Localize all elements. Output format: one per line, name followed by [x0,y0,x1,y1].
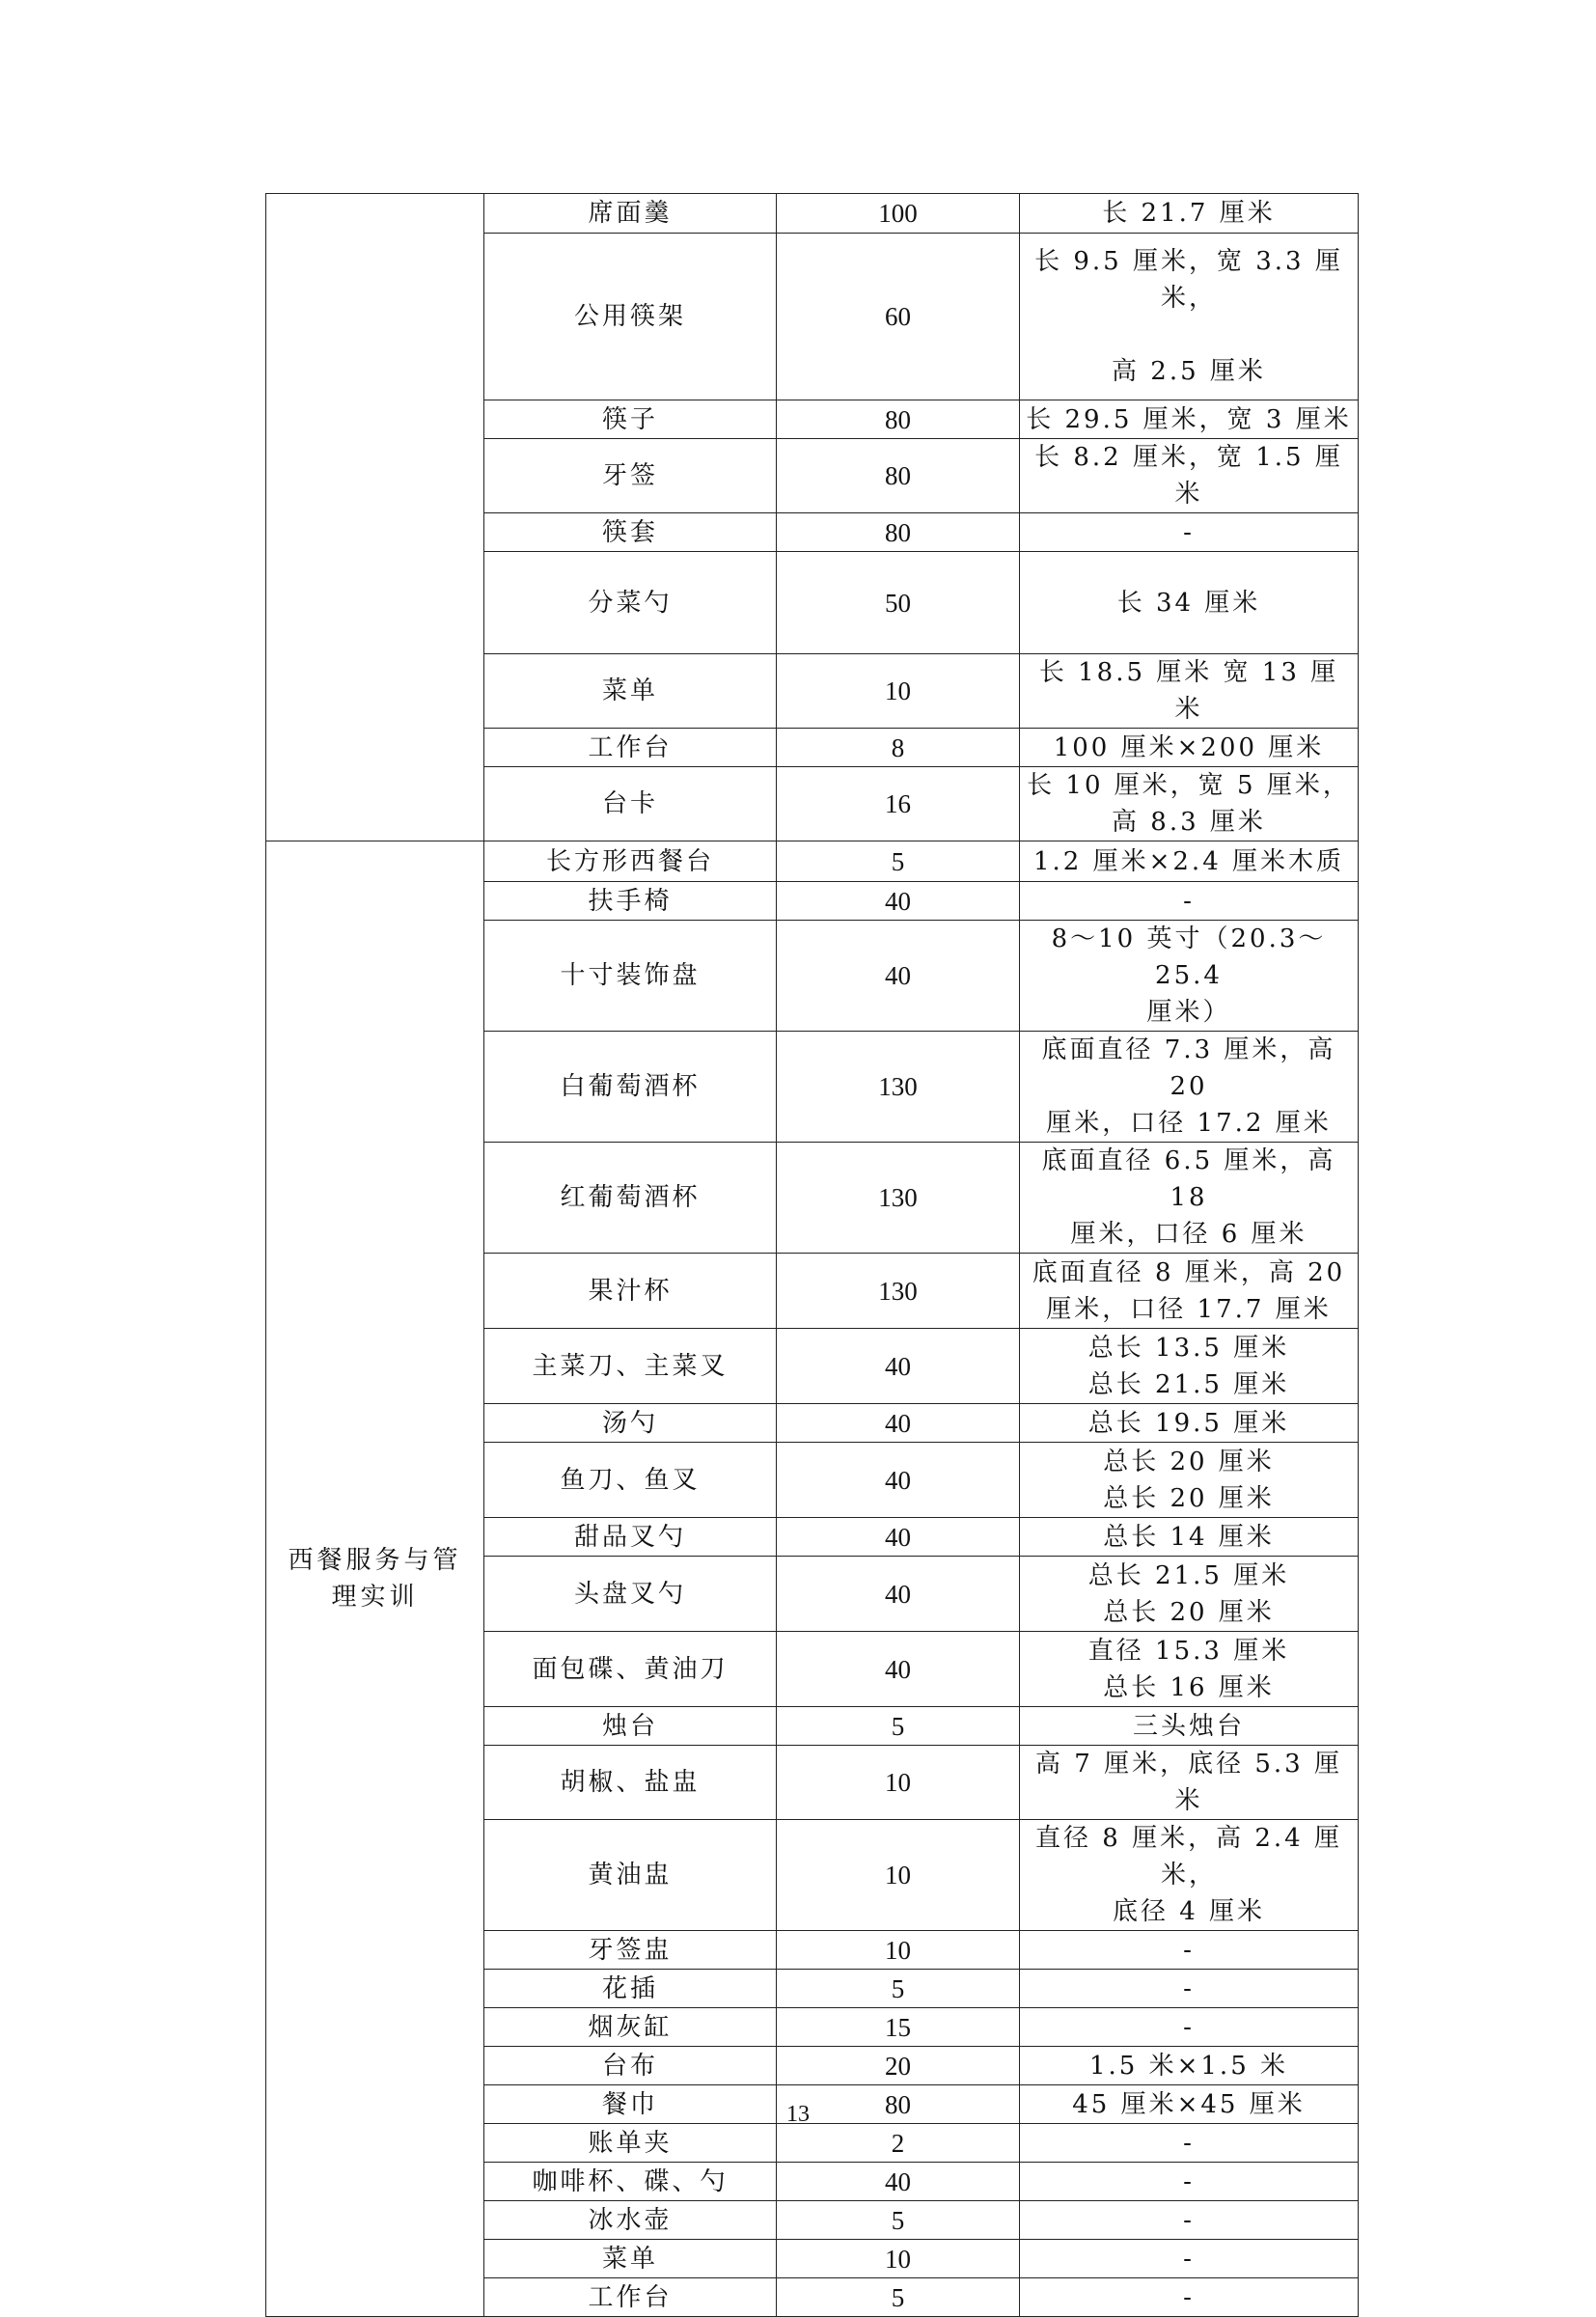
quantity-cell: 40 [777,882,1020,921]
item-name-cell: 分菜勺 [484,552,777,654]
specification-cell: 总长 21.5 厘米 总长 20 厘米 [1020,1557,1359,1632]
specification-cell: - [1020,1931,1359,1970]
quantity-cell: 10 [777,654,1020,729]
equipment-table [265,193,1359,2317]
item-name-cell: 面包碟、黄油刀 [484,1632,777,1707]
equipment-table-body [266,194,1359,2317]
item-name-cell: 筷子 [484,400,777,439]
specification-cell: - [1020,882,1359,921]
specification-cell: 长 18.5 厘米 宽 13 厘米 [1020,654,1359,729]
quantity-cell: 40 [777,1632,1020,1707]
page-number: 13 [786,2102,810,2127]
specification-cell: 总长 20 厘米 总长 20 厘米 [1020,1443,1359,1518]
quantity-cell: 80 [777,513,1020,552]
quantity-cell: 40 [777,2163,1020,2201]
quantity-cell: 5 [777,1970,1020,2008]
quantity-cell: 10 [777,1931,1020,1970]
quantity-cell: 130 [777,1032,1020,1143]
quantity-cell: 5 [777,841,1020,882]
quantity-cell: 40 [777,1329,1020,1404]
item-name-cell: 咖啡杯、碟、勺 [484,2163,777,2201]
item-name-cell: 筷套 [484,513,777,552]
item-name-cell: 菜单 [484,654,777,729]
specification-cell: 直径 15.3 厘米 总长 16 厘米 [1020,1632,1359,1707]
item-name-cell: 红葡萄酒杯 [484,1143,777,1254]
specification-cell: - [1020,2278,1359,2317]
item-name-cell: 扶手椅 [484,882,777,921]
specification-cell: 1.2 厘米×2.4 厘米木质 [1020,841,1359,882]
quantity-cell: 80 [777,439,1020,513]
quantity-cell: 130 [777,1143,1020,1254]
item-name-cell: 牙签 [484,439,777,513]
specification-cell: - [1020,2124,1359,2163]
item-name-cell: 胡椒、盐盅 [484,1746,777,1820]
item-name-cell: 台卡 [484,767,777,841]
specification-cell: 总长 14 厘米 [1020,1518,1359,1557]
quantity-cell: 130 [777,1254,1020,1329]
item-name-cell: 白葡萄酒杯 [484,1032,777,1143]
specification-cell: 直径 8 厘米，高 2.4 厘米， 底径 4 厘米 [1020,1820,1359,1931]
item-name-cell: 花插 [484,1970,777,2008]
specification-cell: 底面直径 7.3 厘米，高 20 厘米，口径 17.2 厘米 [1020,1032,1359,1143]
specification-cell: - [1020,2240,1359,2278]
quantity-cell: 10 [777,1820,1020,1931]
specification-cell: 总长 13.5 厘米 总长 21.5 厘米 [1020,1329,1359,1404]
quantity-cell: 50 [777,552,1020,654]
category-cell: 西餐服务与管理实训 [266,841,484,2317]
quantity-cell: 80 [777,2085,1020,2124]
item-name-cell: 长方形西餐台 [484,841,777,882]
quantity-cell: 40 [777,1557,1020,1632]
item-name-cell: 头盘叉勺 [484,1557,777,1632]
specification-cell: - [1020,2008,1359,2047]
specification-cell: 45 厘米×45 厘米 [1020,2085,1359,2124]
specification-cell: - [1020,2201,1359,2240]
quantity-cell: 60 [777,234,1020,400]
quantity-cell: 10 [777,1746,1020,1820]
specification-cell: 三头烛台 [1020,1707,1359,1746]
item-name-cell: 汤勺 [484,1404,777,1443]
specification-cell: - [1020,2163,1359,2201]
quantity-cell: 100 [777,194,1020,234]
quantity-cell: 15 [777,2008,1020,2047]
item-name-cell: 鱼刀、鱼叉 [484,1443,777,1518]
item-name-cell: 公用筷架 [484,234,777,400]
item-name-cell: 台布 [484,2047,777,2085]
specification-cell: 长 34 厘米 [1020,552,1359,654]
quantity-cell: 40 [777,1443,1020,1518]
specification-cell: 底面直径 6.5 厘米，高 18 厘米，口径 6 厘米 [1020,1143,1359,1254]
quantity-cell: 8 [777,729,1020,767]
item-name-cell: 黄油盅 [484,1820,777,1931]
item-name-cell: 牙签盅 [484,1931,777,1970]
specification-cell: 100 厘米×200 厘米 [1020,729,1359,767]
quantity-cell: 40 [777,1518,1020,1557]
item-name-cell: 十寸装饰盘 [484,921,777,1032]
specification-cell: 长 8.2 厘米，宽 1.5 厘米 [1020,439,1359,513]
specification-cell: 8～10 英寸（20.3～25.4 厘米） [1020,921,1359,1032]
quantity-cell: 20 [777,2047,1020,2085]
item-name-cell: 工作台 [484,2278,777,2317]
item-name-cell: 工作台 [484,729,777,767]
specification-cell: - [1020,1970,1359,2008]
quantity-cell: 40 [777,921,1020,1032]
item-name-cell: 菜单 [484,2240,777,2278]
category-cell [266,194,484,841]
item-name-cell: 席面羹 [484,194,777,234]
item-name-cell: 烛台 [484,1707,777,1746]
quantity-cell: 5 [777,1707,1020,1746]
specification-cell: 底面直径 8 厘米，高 20 厘米，口径 17.7 厘米 [1020,1254,1359,1329]
quantity-cell: 5 [777,2278,1020,2317]
quantity-cell: 16 [777,767,1020,841]
quantity-cell: 2 [777,2124,1020,2163]
specification-cell: 长 10 厘米，宽 5 厘米， 高 8.3 厘米 [1020,767,1359,841]
specification-cell: 长 21.7 厘米 [1020,194,1359,234]
item-name-cell: 账单夹 [484,2124,777,2163]
item-name-cell: 果汁杯 [484,1254,777,1329]
item-name-cell: 甜品叉勺 [484,1518,777,1557]
quantity-cell: 40 [777,1404,1020,1443]
item-name-cell: 餐巾 [484,2085,777,2124]
table-row [266,194,1359,234]
table-row [266,841,1359,882]
specification-cell: 高 7 厘米，底径 5.3 厘米 [1020,1746,1359,1820]
item-name-cell: 主菜刀、主菜叉 [484,1329,777,1404]
item-name-cell: 烟灰缸 [484,2008,777,2047]
specification-cell: 总长 19.5 厘米 [1020,1404,1359,1443]
item-name-cell: 冰水壶 [484,2201,777,2240]
specification-cell: - [1020,513,1359,552]
specification-cell: 长 29.5 厘米，宽 3 厘米 [1020,400,1359,439]
quantity-cell: 80 [777,400,1020,439]
quantity-cell: 5 [777,2201,1020,2240]
quantity-cell: 10 [777,2240,1020,2278]
specification-cell: 长 9.5 厘米，宽 3.3 厘米， 高 2.5 厘米 [1020,234,1359,400]
specification-cell: 1.5 米×1.5 米 [1020,2047,1359,2085]
